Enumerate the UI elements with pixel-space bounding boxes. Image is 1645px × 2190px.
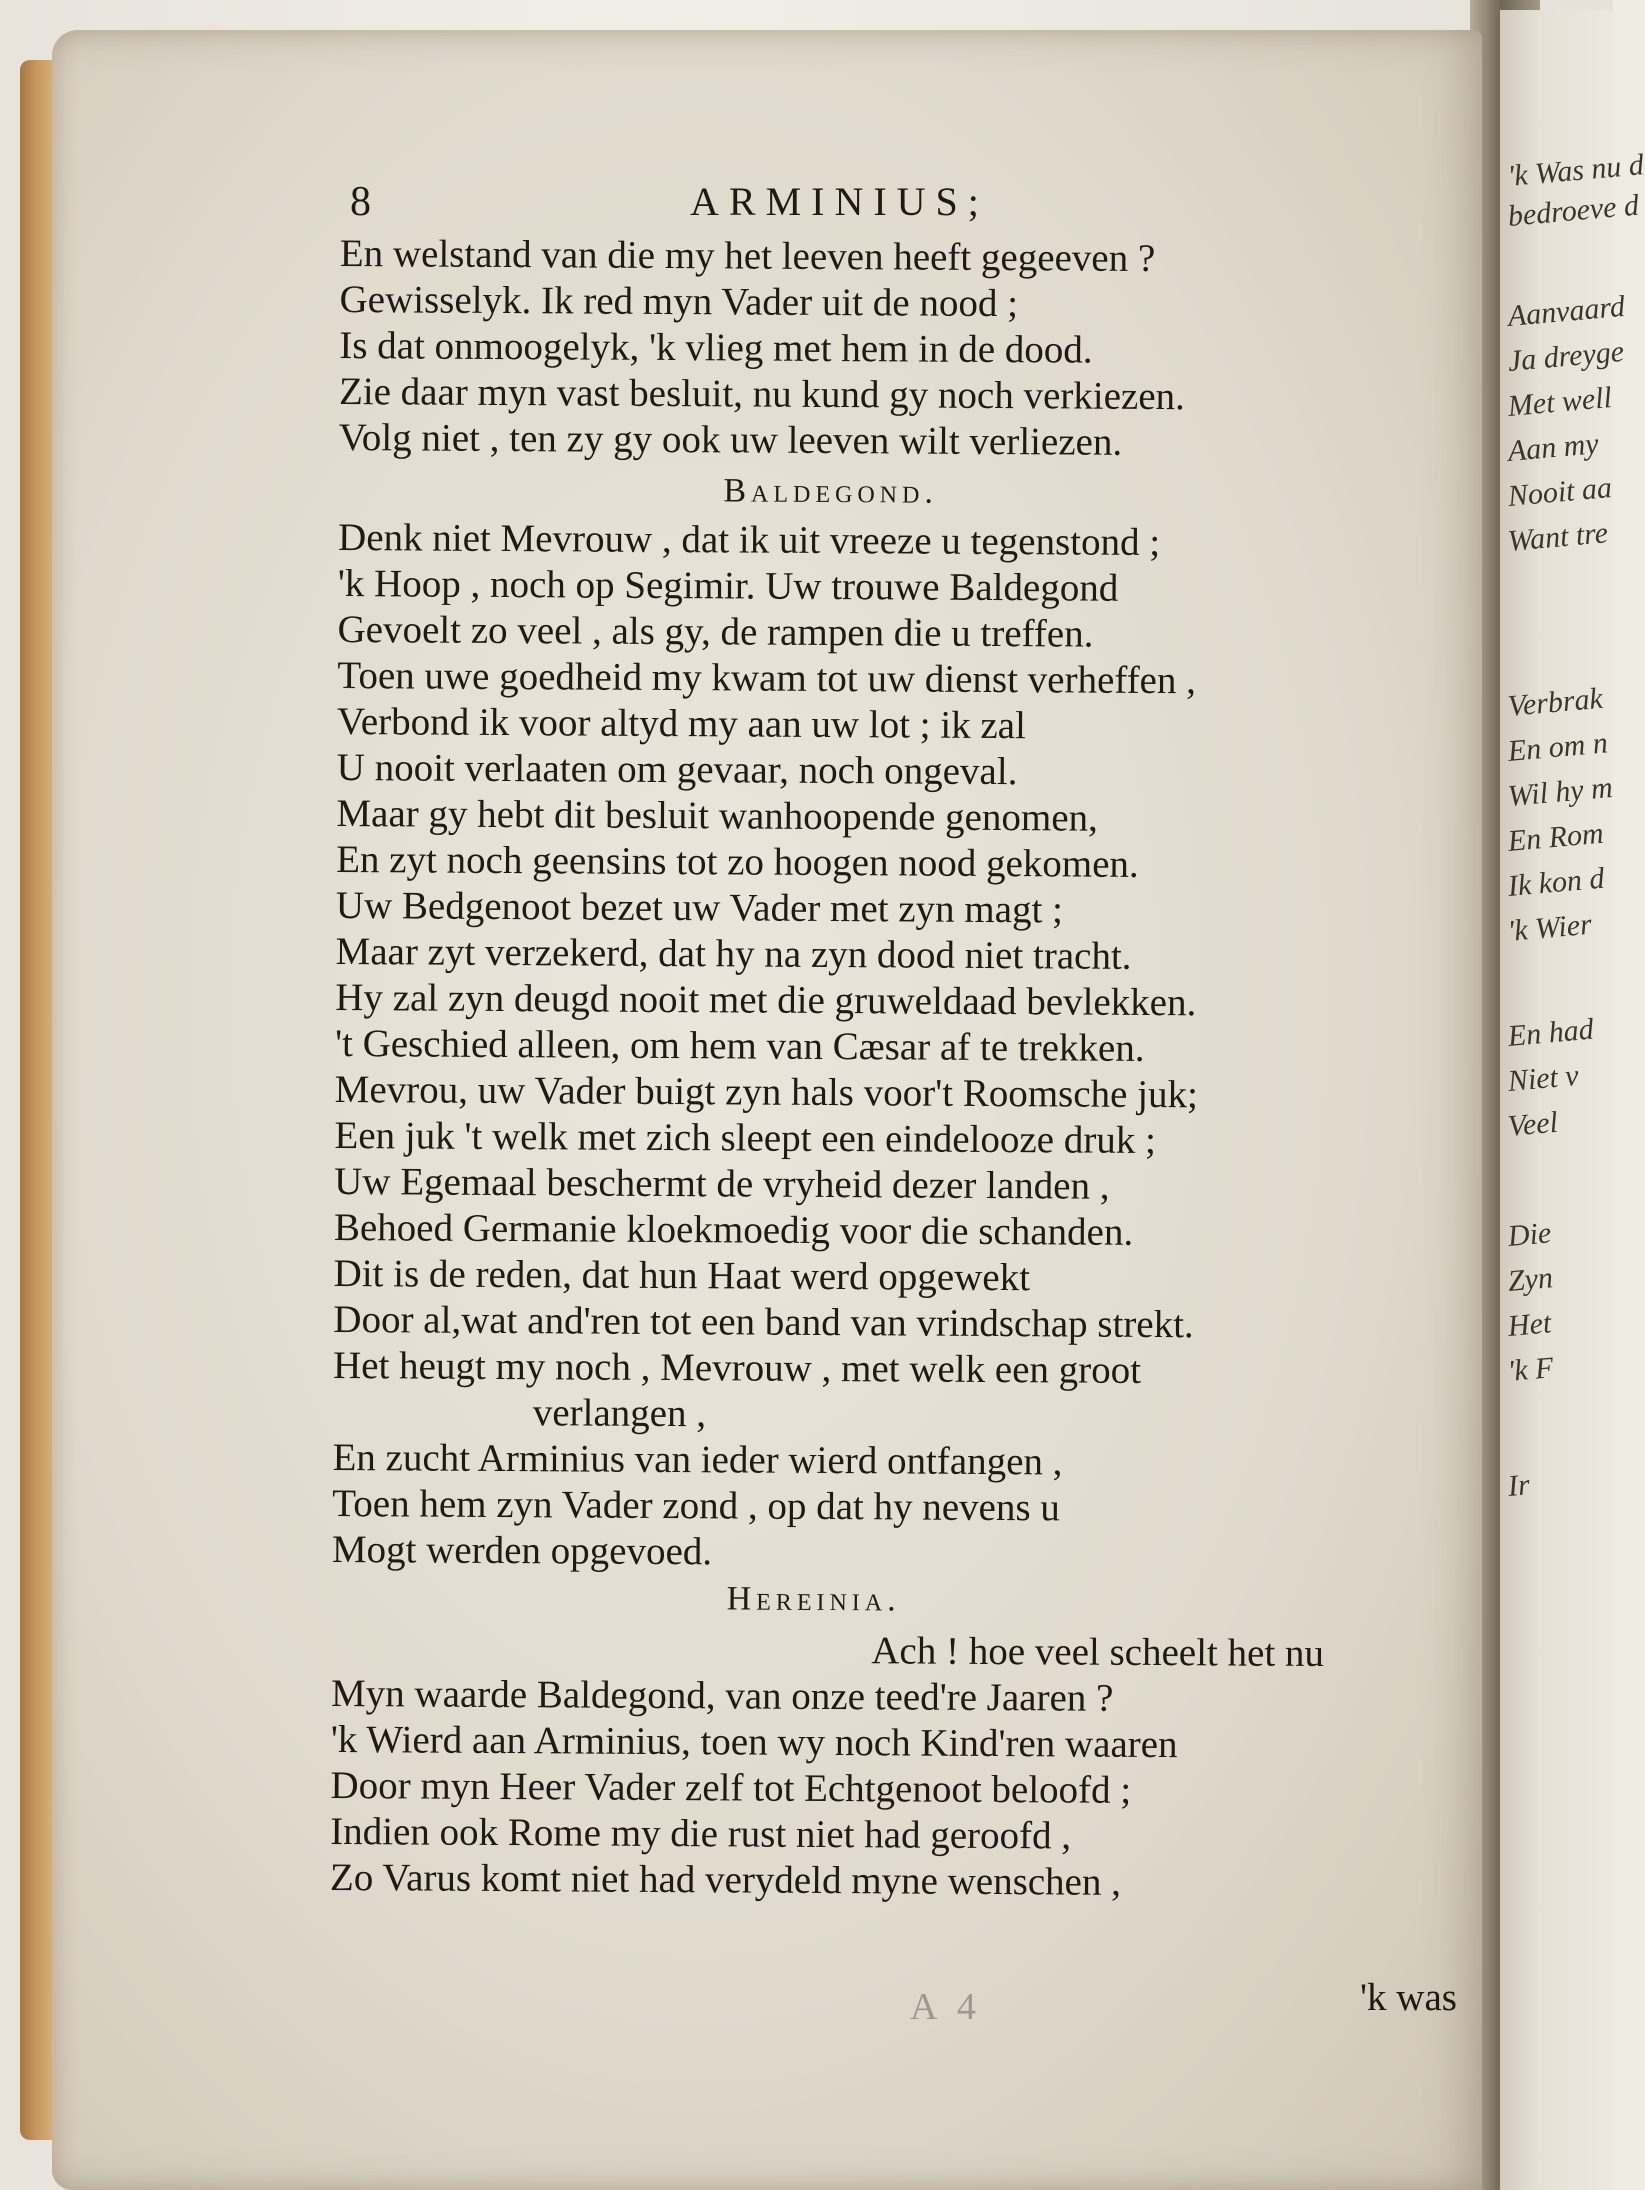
verse-line: 'k Hoop , noch op Segimir. Uw trouwe Baldegond: [337, 561, 1119, 610]
facing-page-line: En had: [1506, 1012, 1595, 1053]
facing-page-line: Ja dreyge: [1506, 334, 1626, 378]
facing-page-line: Die: [1506, 1216, 1553, 1253]
verse-line: En zucht Arminius van ieder wierd ontfangen ,: [332, 1435, 1063, 1484]
signature-mark: A 4: [910, 1986, 982, 2028]
facing-page-line: Aanvaard: [1506, 289, 1627, 333]
verse-line: Door myn Heer Vader zelf tot Echtgenoot beloofd ;: [330, 1763, 1132, 1812]
facing-page-line: Want tre: [1506, 516, 1610, 558]
facing-page: [1500, 10, 1645, 2190]
page-header: [350, 178, 1390, 238]
verse-line: Door al,wat and'ren tot een band van vrindschap strekt.: [333, 1297, 1194, 1347]
verse-half-line: Ach ! hoe veel scheelt het nu: [871, 1629, 1325, 1676]
facing-page-line: Zyn: [1506, 1261, 1555, 1298]
page-number: 8: [350, 179, 371, 225]
speaker-heading: Baldegond.: [723, 472, 939, 511]
facing-page-line: Met well: [1506, 380, 1614, 423]
verse-line: En zyt noch geensins tot zo hoogen nood gekomen.: [336, 837, 1139, 886]
speaker-heading: Hereinia.: [726, 1580, 901, 1619]
verse-line: U nooit verlaaten om gevaar, noch ongeval.: [336, 745, 1018, 794]
verse-line: Verbond ik voor altyd my aan uw lot ; ik zal: [336, 699, 1027, 748]
verse-line: Is dat onmoogelyk, 'k vlieg met hem in de dood.: [339, 323, 1093, 372]
verse-line: Gevoelt zo veel , als gy, de rampen die u treffen.: [337, 607, 1094, 656]
running-title: ARMINIUS;: [690, 179, 989, 224]
verse-line: 'k Wierd aan Arminius, toen wy noch Kind'ren waaren: [330, 1717, 1178, 1767]
verse-line: Volg niet , ten zy gy ook uw leeven wilt verliezen.: [338, 415, 1123, 464]
verse-line: Mevrou, uw Vader buigt zyn hals voor't Roomsche juk;: [334, 1067, 1198, 1117]
verse-line: Een juk 't welk met zich sleept een eindelooze druk ;: [334, 1113, 1157, 1163]
facing-page-line: bedroeve d: [1506, 188, 1641, 233]
verse-line: Toen hem zyn Vader zond , op dat hy nevens u: [332, 1481, 1060, 1530]
verse-line: Uw Egemaal beschermt de vryheid dezer landen ,: [334, 1159, 1110, 1208]
facing-page-line: Ik kon d: [1506, 861, 1606, 903]
verse-line: Myn waarde Baldegond, van onze teed're Jaaren ?: [330, 1671, 1114, 1720]
verse-line: Maar zyt verzekerd, dat hy na zyn dood niet tracht.: [335, 929, 1132, 978]
verse-line: Behoed Germanie kloekmoedig voor die schanden.: [333, 1205, 1134, 1254]
verse-line: Mogt werden opgevoed.: [331, 1527, 713, 1574]
facing-page-line: En om n: [1506, 726, 1610, 768]
facing-page-line: Veel: [1506, 1105, 1560, 1143]
verse-line: Uw Bedgenoot bezet uw Vader met zyn magt ;: [335, 883, 1064, 932]
verse-line: Zie daar myn vast besluit, nu kund gy noch verkiezen.: [338, 369, 1186, 419]
verse-line: Het heugt my noch , Mevrouw , met welk een groot: [332, 1343, 1142, 1392]
facing-page-line: Aan my: [1506, 427, 1600, 468]
verse-line: 't Geschied alleen, om hem van Cæsar af te trekken.: [334, 1021, 1145, 1070]
verse-line: Denk niet Mevrouw , dat ik uit vreeze u tegenstond ;: [338, 515, 1161, 565]
facing-page-line: Nooit aa: [1506, 470, 1614, 513]
facing-page-line: 'k F: [1506, 1351, 1555, 1388]
verse-line: Hy zal zyn deugd nooit met die gruweldaad bevlekken.: [335, 975, 1197, 1025]
verse-line: Toen uwe goedheid my kwam tot uw dienst verheffen ,: [337, 653, 1197, 703]
verse-line: Zo Varus komt niet had verydeld myne wenschen ,: [329, 1855, 1122, 1904]
verse-line: Dit is de reden, dat hun Haat werd opgewekt: [333, 1251, 1031, 1300]
facing-page-line: Het: [1506, 1306, 1553, 1343]
facing-page-line: 'k Wier: [1506, 907, 1593, 948]
verse-line: Indien ook Rome my die rust niet had geroofd ,: [330, 1809, 1072, 1858]
facing-page-line: Niet v: [1506, 1058, 1580, 1098]
verse-line: Gewisselyk. Ik red myn Vader uit de nood ;: [339, 277, 1019, 326]
verse-line: En welstand van die my het leeven heeft gegeeven ?: [339, 232, 1156, 280]
verse-line: Maar gy hebt dit besluit wanhoopende genomen,: [336, 791, 1098, 840]
facing-page-line: Wil hy m: [1506, 770, 1614, 813]
verse-line-continuation: verlangen ,: [532, 1391, 707, 1436]
facing-page-line: Ir: [1506, 1468, 1531, 1503]
facing-page-line: 'k Was nu d: [1506, 148, 1645, 193]
facing-page-line: Verbrak: [1506, 681, 1605, 723]
catchword: 'k was: [1360, 1976, 1457, 2019]
verse-text: [329, 232, 1490, 2039]
facing-page-line: En Rom: [1506, 816, 1605, 858]
